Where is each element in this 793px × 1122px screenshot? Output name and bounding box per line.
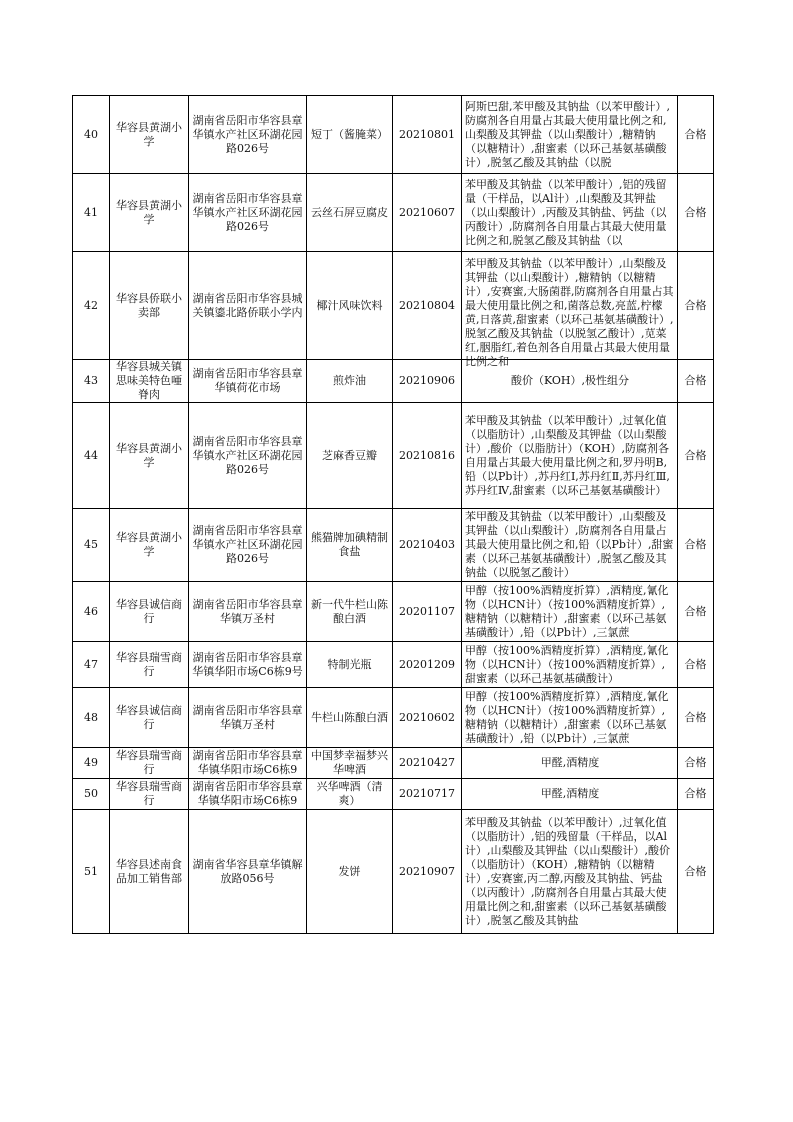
- row-number: 50: [73, 779, 110, 810]
- row-number: 44: [73, 403, 110, 509]
- inspection-items-text: 甲醇（按100%酒精度折算）,酒精度,氰化物（以HCN计）（按100%酒精度折算）,甜蜜素（以环己基氨基磺酸计）: [465, 643, 669, 685]
- inspection-result: 合格: [678, 403, 714, 509]
- unit-address: 湖南省岳阳市华容县章华镇华阳市场C6栋9号: [189, 642, 307, 688]
- inspection-items: [462, 582, 678, 642]
- inspection-items: [462, 252, 678, 368]
- inspection-result: 合格: [678, 779, 714, 810]
- inspection-results-table: [72, 95, 714, 934]
- product-name: 短丁（酱腌菜）: [307, 96, 393, 174]
- product-name: 牛栏山陈酿白酒: [307, 688, 393, 748]
- production-date: 20210427: [393, 748, 462, 779]
- unit-address: 湖南省华容县章华镇解放路056号: [189, 810, 307, 934]
- product-name: 兴华啤酒（清爽）: [307, 779, 393, 810]
- inspection-items-text: 甲醇（按100%酒精度折算）,酒精度,氰化物（以HCN计）（按100%酒精度折算）,糖精钠（以糖精计）,甜蜜素（以环己基氨基磺酸计）,铅（以Pb计）,三氯蔗: [465, 583, 669, 639]
- inspection-result: 合格: [678, 582, 714, 642]
- product-name: 新一代牛栏山陈酿白酒: [307, 582, 393, 642]
- production-date: 20210906: [393, 360, 462, 403]
- table-row: [73, 810, 714, 934]
- inspection-items-text: 苯甲酸及其钠盐（以苯甲酸计）,铝的残留量（干样品，以Al计）,山梨酸及其钾盐（以山梨酸计）,丙酸及其钠盐、钙盐（以丙酸计）,防腐剂各自用量占其最大使用量比例之和,脱氢乙酸及其钠盐（以: [465, 177, 667, 247]
- inspected-unit: 华容县诚信商行: [110, 582, 189, 642]
- inspected-unit: 华容县黄湖小学: [110, 509, 189, 582]
- production-date: 20210801: [393, 96, 462, 174]
- product-name: 煎炸油: [307, 360, 393, 403]
- row-number: 43: [73, 360, 110, 403]
- row-number: 40: [73, 96, 110, 174]
- production-date: 20210907: [393, 810, 462, 934]
- inspected-unit: 华容县瑞雪商行: [110, 748, 189, 779]
- inspection-items-text: 苯甲酸及其钠盐（以苯甲酸计）,过氧化值（以脂肪计）,铝的残留量（干样品，以Al计）,山梨酸及其钾盐（以山梨酸计）,酸价（以脂肪计）（KOH）,糖精钠（以糖精计）,安赛蜜,丙二醇,丙酸及其钠盐、钙盐（以丙酸计）,防腐剂各自用量占其最大使用量比例之和,甜蜜素（以环己基氨基磺酸计）,脱氢乙酸及其钠盐: [465, 815, 670, 927]
- inspection-result: 合格: [678, 509, 714, 582]
- inspection-items-text: 苯甲酸及其钠盐（以苯甲酸计）,过氧化值（以脂肪计）,山梨酸及其钾盐（以山梨酸计）,酸价（以脂肪计）（KOH）,防腐剂各自用量占其最大使用量比例之和,罗丹明B,铅（以Pb计）,苏丹红Ⅰ,苏丹红Ⅱ,苏丹红Ⅲ,苏丹红Ⅳ,甜蜜素（以环己基氨基磺酸计）: [465, 413, 670, 497]
- product-name: 芝麻香豆瓣: [307, 403, 393, 509]
- unit-address: 湖南省岳阳市华容县章华镇水产社区环湖花园路026号: [189, 403, 307, 509]
- inspection-result: 合格: [678, 748, 714, 779]
- inspected-unit: 华容县黄湖小学: [110, 96, 189, 174]
- unit-address: 湖南省岳阳市华容县章华镇荷花市场: [189, 360, 307, 403]
- inspection-items-text: 苯甲酸及其钠盐（以苯甲酸计）,山梨酸及其钾盐（以山梨酸计）,糖精钠（以糖精计）,安赛蜜,大肠菌群,防腐剂各自用量占其最大使用量比例之和,菌落总数,亮蓝,柠檬黄,日落黄,甜蜜素（以环己基氨基磺酸计）,脱氢乙酸及其钠盐（以脱氢乙酸计）,苋菜红,胭脂红,着色剂各自用量占其最大使用量比例之和: [465, 256, 674, 368]
- product-name: 云丝石屏豆腐皮: [307, 174, 393, 252]
- unit-address: 湖南省岳阳市华容县章华镇水产社区环湖花园路026号: [189, 174, 307, 252]
- row-number: 41: [73, 174, 110, 252]
- product-name: 椰汁风味饮料: [307, 252, 393, 360]
- row-number: 48: [73, 688, 110, 748]
- inspected-unit: 华容县瑞雪商行: [110, 642, 189, 688]
- inspection-items: [462, 810, 678, 934]
- table-row: [73, 174, 714, 252]
- inspected-unit: 华容县黄湖小学: [110, 174, 189, 252]
- inspection-items: [462, 174, 678, 252]
- table-row: [73, 688, 714, 748]
- table-row: [73, 748, 714, 779]
- production-date: 20210717: [393, 779, 462, 810]
- unit-address: 湖南省岳阳市华容县章华镇华阳市场C6栋9: [189, 779, 307, 810]
- row-number: 51: [73, 810, 110, 934]
- row-number: 46: [73, 582, 110, 642]
- inspected-unit: 华容县诚信商行: [110, 688, 189, 748]
- production-date: 20210804: [393, 252, 462, 360]
- production-date: 20210602: [393, 688, 462, 748]
- table-row: [73, 252, 714, 360]
- production-date: 20210816: [393, 403, 462, 509]
- unit-address: 湖南省岳阳市华容县章华镇华阳市场C6栋9: [189, 748, 307, 779]
- inspection-items: [462, 403, 678, 509]
- inspected-unit: 华容县述南食品加工销售部: [110, 810, 189, 934]
- unit-address: 湖南省岳阳市华容县章华镇水产社区环湖花园路026号: [189, 509, 307, 582]
- inspection-result: 合格: [678, 252, 714, 360]
- product-name: 发饼: [307, 810, 393, 934]
- inspection-result: 合格: [678, 174, 714, 252]
- inspected-unit: 华容县黄湖小学: [110, 403, 189, 509]
- unit-address: 湖南省岳阳市华容县章华镇万圣村: [189, 688, 307, 748]
- production-date: 20201209: [393, 642, 462, 688]
- row-number: 45: [73, 509, 110, 582]
- unit-address: 湖南省岳阳市华容县章华镇万圣村: [189, 582, 307, 642]
- production-date: 20210607: [393, 174, 462, 252]
- inspection-items: [462, 748, 678, 779]
- table-row: [73, 96, 714, 174]
- inspection-result: 合格: [678, 810, 714, 934]
- inspection-result: 合格: [678, 360, 714, 403]
- inspection-result: 合格: [678, 642, 714, 688]
- table-row: [73, 779, 714, 810]
- inspection-result: 合格: [678, 96, 714, 174]
- inspection-items-text: 苯甲酸及其钠盐（以苯甲酸计）,山梨酸及其钾盐（以山梨酸计）,防腐剂各自用量占其最大使用量比例之和,铅（以Pb计）,甜蜜素（以环己基氨基磺酸计）,脱氢乙酸及其钠盐（以脱氢乙酸计）: [465, 510, 674, 579]
- row-number: 49: [73, 748, 110, 779]
- production-date: 20201107: [393, 582, 462, 642]
- inspection-items: [462, 509, 678, 582]
- inspection-items-text: 阿斯巴甜,苯甲酸及其钠盐（以苯甲酸计）,防腐剂各自用量占其最大使用量比例之和,山梨酸及其钾盐（以山梨酸计）,糖精钠（以糖精计）,甜蜜素（以环己基氨基磺酸计）,脱氢乙酸及其钠盐（以脱: [465, 99, 670, 169]
- inspected-unit: 华容县城关镇思味美特色唖脊肉: [110, 360, 189, 403]
- inspection-items: [462, 688, 678, 748]
- table-row: [73, 642, 714, 688]
- unit-address: 湖南省岳阳市华容县章华镇水产社区环湖花园路026号: [189, 96, 307, 174]
- row-number: 47: [73, 642, 110, 688]
- product-name: 熊猫牌加碘精制食盐: [307, 509, 393, 582]
- inspection-result: 合格: [678, 688, 714, 748]
- unit-address: 湖南省岳阳市华容县城关镇鎏北路侨联小学内: [189, 252, 307, 360]
- product-name: 中国梦幸福梦兴华啤酒: [307, 748, 393, 779]
- table-row: [73, 403, 714, 509]
- table-row: [73, 582, 714, 642]
- product-name: 特制光瓶: [307, 642, 393, 688]
- inspected-unit: 华容县瑞雪商行: [110, 779, 189, 810]
- inspection-items-text: 甲醇（按100%酒精度折算）,酒精度,氰化物（以HCN计）（按100%酒精度折算）,糖精钠（以糖精计）,甜蜜素（以环己基氨基磺酸计）,铅（以Pb计）,三氯蔗: [465, 689, 669, 745]
- inspection-items: [462, 642, 678, 688]
- inspection-items: [462, 779, 678, 810]
- inspected-unit: 华容县侨联小卖部: [110, 252, 189, 360]
- row-number: 42: [73, 252, 110, 360]
- table-row: [73, 509, 714, 582]
- inspection-items: [462, 96, 678, 174]
- inspection-items-text: 甲醛,酒精度: [540, 756, 600, 769]
- production-date: 20210403: [393, 509, 462, 582]
- table-row: [73, 360, 714, 403]
- inspection-items-text: 酸价（KOH）,极性组分: [510, 374, 630, 387]
- inspection-items-text: 甲醛,酒精度: [540, 787, 600, 800]
